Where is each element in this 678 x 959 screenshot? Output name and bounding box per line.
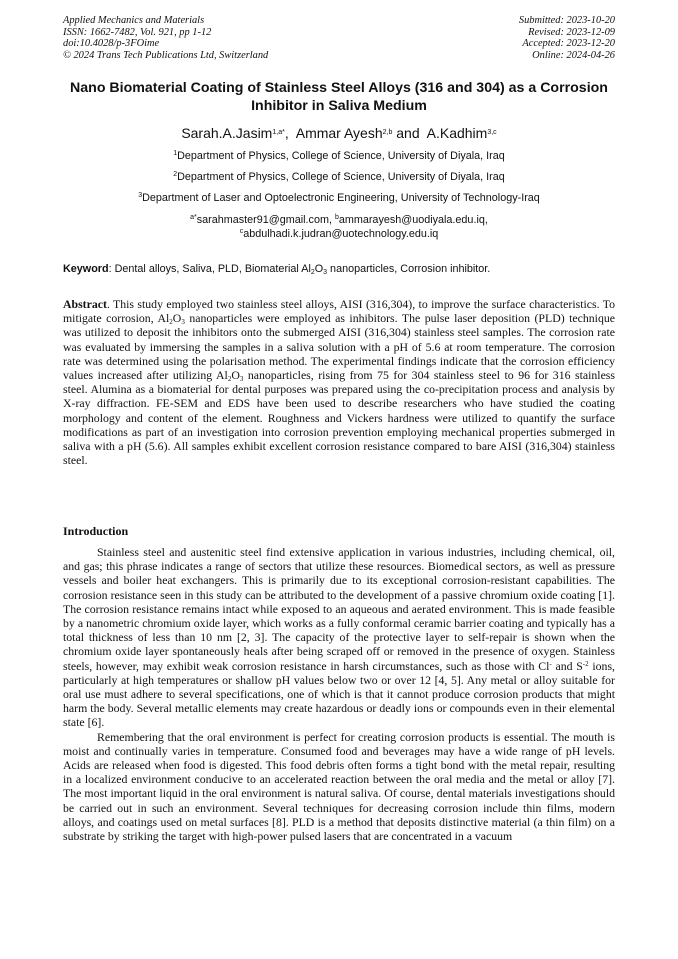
- author-separator: and: [392, 125, 427, 141]
- paragraph: Remembering that the oral environment is perfect for creating corrosion products is essential. The mouth is moist and continually varies in temperature. Consumed food and beverages may have a wide range of pH levels. Acids are released when food is digested. This food debris often forms a tight bond with the metal repair, resulting in a localized environment conducive to an accelerated reaction between the oral media and the metal or alloy [7]. The most important liquid in the oral environment is natural saliva. Of course, dental materials investigations should be carried out in such an environment. Several techniques for decreasing corrosion include thin films, modern alloys, and coatings used on metal surfaces [8]. PLD is a method that deposits distinctive material (a thin film) on a substrate by striking the target with high-power pulsed lasers that are concentrated in a vacuum: [63, 729, 615, 844]
- introduction-body: [63, 545, 615, 843]
- author-name: A.Kadhim: [426, 125, 488, 141]
- affil-text: Department of Laser and Optoelectronic Engineering, University of Technology-Iraq: [142, 192, 540, 204]
- copyright-line: © 2024 Trans Tech Publications Ltd, Switzerland: [63, 49, 269, 61]
- online-date: Online: 2024-04-26: [532, 49, 615, 61]
- journal-info: [63, 15, 268, 61]
- journal-name: Applied Mechanics and Materials: [63, 15, 205, 26]
- subscript: 3: [181, 318, 185, 327]
- abstract-label: Abstract: [63, 297, 107, 311]
- author-name: Sarah.A.Jasim: [181, 125, 273, 141]
- accepted-date: Accepted: 2023-12-20: [522, 38, 615, 50]
- keyword-text: : Dental alloys, Saliva, PLD, Biomaterial Al: [108, 263, 311, 275]
- affil-number: 2: [173, 171, 178, 178]
- superscript: -: [549, 659, 552, 668]
- keywords: [63, 263, 615, 276]
- subscript: 2: [310, 269, 315, 276]
- issn-line: ISSN: 1662-7482, Vol. 921, pp 1-12: [63, 26, 212, 38]
- email-mark: b: [334, 214, 339, 221]
- paragraph-text: and S: [551, 658, 583, 673]
- author-separator: ,: [284, 125, 296, 141]
- email-link[interactable]: abdulhadi.k.judran@uotechnology.edu.iq: [243, 227, 439, 240]
- affil-number: 3: [138, 192, 143, 199]
- affil-number: 1: [173, 150, 178, 157]
- email-link[interactable]: ammarayesh@uodiyala.edu.iq,: [338, 214, 488, 226]
- subscript: 2: [227, 375, 232, 384]
- superscript: -2: [582, 659, 589, 668]
- subscript: 2: [169, 318, 173, 327]
- abstract-text: . This study employed two stainless steel alloys, AISI (316,304), to improve the surface characteristics. To mitigate corrosion, Al: [63, 297, 615, 326]
- abstract: [63, 297, 615, 467]
- paragraph: [63, 545, 615, 730]
- email-link[interactable]: sarahmaster91@gmail.com,: [196, 214, 335, 226]
- author-affil-mark: 2,b: [382, 129, 393, 136]
- introduction-heading: Introduction: [63, 524, 129, 538]
- keyword-text: nanoparticles, Corrosion inhibitor.: [327, 263, 491, 275]
- author-affil-mark: 1,a*: [272, 129, 285, 136]
- subscript: 3: [323, 269, 328, 276]
- subscript: 3: [239, 375, 244, 384]
- affiliation-3: [63, 192, 615, 205]
- abstract-text: O: [172, 311, 182, 326]
- publication-dates: [519, 15, 615, 61]
- paragraph-text: Stainless steel and austenitic steel find extensive application in various industries, including chemical, oil, and gas; this phrase indicates a range of sectors that utilize these resources. Biomedical sectors, as well as pressure vessels and boiler heat exchangers. This is primarily due to its exceptional corrosion-resistant capabilities. The corrosion resistance seen in this study can be attributed to the development of a passive chromium oxide coating [1]. The corrosion resistance remains intact while exposed to an aqueous and aerated environment. This is made feasible by a nanometric chromium oxide layer, which works as a fully conformal ceramic barrier coating and typically has a total thickness of less than 10 nm [2, 3]. The capacity of the protective layer to self-repair is shown when the chromium oxide layer spontaneously heals after being scraped off or removed in the presence of oxygen. Stainless steels, however, may exhibit weak corrosion resistance in harsh circumstances, such as those with Cl: [63, 545, 615, 673]
- paper-title: Nano Biomaterial Coating of Stainless Steel Alloys (316 and 304) as a Corrosion Inhibitor in Saliva Medium: [70, 80, 608, 114]
- keyword-label: Keyword: [63, 263, 109, 275]
- email-mark: c: [239, 227, 244, 235]
- author-affil-mark: 3,c: [487, 129, 497, 136]
- doi-line: doi:10.4028/p-3FOime: [63, 38, 160, 50]
- keyword-text: O: [314, 263, 324, 275]
- author-emails: [63, 214, 615, 241]
- affil-text: Department of Physics, College of Science, University of Diyala, Iraq: [177, 171, 505, 183]
- author-list: [63, 124, 615, 142]
- affil-text: Department of Physics, College of Science, University of Diyala, Iraq: [177, 150, 505, 162]
- abstract-text: nanoparticles, rising from 75 for 304 stainless steel to 96 for 316 stainless steel. Alumina as a biomaterial for dental purposes was prepared using the co-precipitation process and analysis by X-ray diffraction. FE-SEM and EDS have been used to describe researchers who have studied the coating morphology and content of the element. Roughness and Vickers hardness were utilized to quantify the surface modifications as part of an investigation into corrosion prevention employing mechanical properties submerged in saliva with a pH (5.6). All samples exhibit excellent corrosion resistance compared to bare AISI (316,304) stainless steel.: [63, 368, 615, 468]
- email-mark: a*: [190, 214, 197, 221]
- affiliation-1: [63, 150, 615, 163]
- revised-date: Revised: 2023-12-09: [528, 26, 615, 38]
- submitted-date: Submitted: 2023-10-20: [518, 15, 615, 26]
- abstract-text: nanoparticles were employed as inhibitors. The pulse laser deposition (PLD) technique was utilized to deposit the inhibitors onto the submerged AISI (316,304) stainless steel samples. The corrosion rate was evaluated by immersing the samples in a saliva solution with a pH of 5.6 at room temperature. The corrosion rate was determined using the polarisation method. The experimental findings indicate that the corrosion efficiency values increased after utilizing Al: [63, 311, 615, 383]
- paragraph-text: ions, particularly at high temperatures or shallow pH values below two or over 12 [4, 5]. Any metal or alloy suitable for oral use must adhere to several specifications, one of which is that it cannot produce corrosion products that might harm the body. Several metallic elements may create hazardous or deadly ions or compounds even in their elemental state [6].: [63, 658, 615, 730]
- author-name: Ammar Ayesh: [295, 125, 383, 141]
- abstract-text: O: [231, 368, 240, 383]
- affiliation-2: [63, 171, 615, 184]
